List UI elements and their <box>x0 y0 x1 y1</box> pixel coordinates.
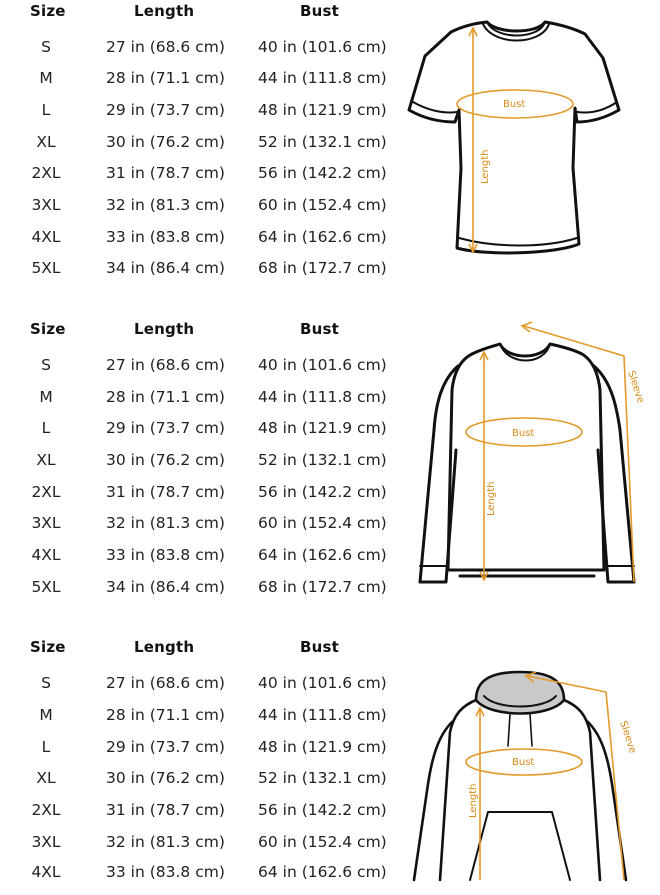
length-cell: 27 in (68.6 cm) <box>106 356 225 374</box>
length-cell: 34 in (86.4 cm) <box>106 578 225 596</box>
size-header: Size <box>30 2 66 20</box>
tshirt-illustration <box>405 18 625 260</box>
length-cell: 29 in (73.7 cm) <box>106 419 225 437</box>
table-row <box>0 356 400 388</box>
size-cell: L <box>41 101 51 119</box>
length-cell: 31 in (78.7 cm) <box>106 483 225 501</box>
length-cell: 33 in (83.8 cm) <box>106 863 225 881</box>
bust-cell: 56 in (142.2 cm) <box>258 483 387 501</box>
bust-cell: 40 in (101.6 cm) <box>258 674 387 692</box>
size-cell: 4XL <box>31 228 61 246</box>
size-cell: 3XL <box>31 514 61 532</box>
length-cell: 33 in (83.8 cm) <box>106 546 225 564</box>
bust-header: Bust <box>300 638 340 656</box>
size-cell: 3XL <box>31 196 61 214</box>
size-cell: 2XL <box>31 164 61 182</box>
length-cell: 30 in (76.2 cm) <box>106 769 225 787</box>
length-cell: 34 in (86.4 cm) <box>106 259 225 277</box>
length-cell: 33 in (83.8 cm) <box>106 228 225 246</box>
size-cell: XL <box>36 769 56 787</box>
hoodie-illustration <box>410 666 646 880</box>
length-measure-label: Length <box>468 783 479 818</box>
size-header: Size <box>30 320 66 338</box>
bust-cell: 60 in (152.4 cm) <box>258 196 387 214</box>
table-row <box>0 38 400 70</box>
table-row <box>0 863 400 895</box>
sleeve-measure-label: Sleeve <box>617 719 638 755</box>
length-cell: 31 in (78.7 cm) <box>106 164 225 182</box>
length-measure-label: Length <box>486 481 497 516</box>
longsleeve-illustration <box>412 320 644 590</box>
size-cell: M <box>39 706 53 724</box>
length-cell: 32 in (81.3 cm) <box>106 833 225 851</box>
length-cell: 31 in (78.7 cm) <box>106 801 225 819</box>
table-row <box>0 674 400 706</box>
length-cell: 32 in (81.3 cm) <box>106 514 225 532</box>
bust-header: Bust <box>300 2 340 20</box>
length-cell: 28 in (71.1 cm) <box>106 388 225 406</box>
size-cell: 2XL <box>31 801 61 819</box>
length-cell: 30 in (76.2 cm) <box>106 133 225 151</box>
bust-cell: 44 in (111.8 cm) <box>258 69 387 87</box>
table-row <box>0 419 400 451</box>
table-row <box>0 514 400 546</box>
length-header: Length <box>134 638 195 656</box>
bust-header: Bust <box>300 320 340 338</box>
bust-cell: 52 in (132.1 cm) <box>258 451 387 469</box>
size-cell: XL <box>36 451 56 469</box>
bust-cell: 64 in (162.6 cm) <box>258 228 387 246</box>
length-measure-label: Length <box>480 149 491 184</box>
length-cell: 29 in (73.7 cm) <box>106 101 225 119</box>
table-row <box>0 133 400 165</box>
sleeve-measure-label: Sleeve <box>625 369 646 405</box>
size-cell: M <box>39 388 53 406</box>
size-cell: S <box>41 38 51 56</box>
size-cell: S <box>41 356 51 374</box>
table-row <box>0 69 400 101</box>
size-cell: L <box>41 738 51 756</box>
length-header: Length <box>134 2 195 20</box>
length-cell: 27 in (68.6 cm) <box>106 674 225 692</box>
table-row <box>0 833 400 865</box>
bust-cell: 40 in (101.6 cm) <box>258 38 387 56</box>
bust-cell: 64 in (162.6 cm) <box>258 546 387 564</box>
bust-cell: 56 in (142.2 cm) <box>258 164 387 182</box>
bust-cell: 48 in (121.9 cm) <box>258 101 387 119</box>
size-cell: M <box>39 69 53 87</box>
length-cell: 28 in (71.1 cm) <box>106 69 225 87</box>
size-cell: 5XL <box>31 259 61 277</box>
size-header: Size <box>30 638 66 656</box>
bust-cell: 64 in (162.6 cm) <box>258 863 387 881</box>
bust-cell: 60 in (152.4 cm) <box>258 514 387 532</box>
table-row <box>0 164 400 196</box>
table-row <box>0 228 400 260</box>
table-row <box>0 706 400 738</box>
length-cell: 29 in (73.7 cm) <box>106 738 225 756</box>
length-cell: 28 in (71.1 cm) <box>106 706 225 724</box>
table-row <box>0 483 400 515</box>
size-cell: 3XL <box>31 833 61 851</box>
length-cell: 27 in (68.6 cm) <box>106 38 225 56</box>
size-cell: L <box>41 419 51 437</box>
bust-cell: 56 in (142.2 cm) <box>258 801 387 819</box>
size-cell: 4XL <box>31 863 61 881</box>
bust-cell: 48 in (121.9 cm) <box>258 738 387 756</box>
length-header: Length <box>134 320 195 338</box>
table-row <box>0 101 400 133</box>
size-cell: XL <box>36 133 56 151</box>
table-row <box>0 259 400 291</box>
bust-measure-label: Bust <box>512 757 535 768</box>
table-row <box>0 196 400 228</box>
bust-measure-label: Bust <box>503 99 526 110</box>
bust-cell: 44 in (111.8 cm) <box>258 706 387 724</box>
size-cell: 4XL <box>31 546 61 564</box>
table-row <box>0 451 400 483</box>
bust-cell: 52 in (132.1 cm) <box>258 769 387 787</box>
table-row <box>0 578 400 610</box>
bust-cell: 68 in (172.7 cm) <box>258 259 387 277</box>
size-cell: 5XL <box>31 578 61 596</box>
table-row <box>0 738 400 770</box>
size-cell: S <box>41 674 51 692</box>
table-row <box>0 546 400 578</box>
table-row <box>0 388 400 420</box>
bust-cell: 68 in (172.7 cm) <box>258 578 387 596</box>
bust-cell: 48 in (121.9 cm) <box>258 419 387 437</box>
length-cell: 32 in (81.3 cm) <box>106 196 225 214</box>
bust-cell: 52 in (132.1 cm) <box>258 133 387 151</box>
table-row <box>0 801 400 833</box>
bust-cell: 40 in (101.6 cm) <box>258 356 387 374</box>
bust-cell: 44 in (111.8 cm) <box>258 388 387 406</box>
bust-measure-label: Bust <box>512 428 535 439</box>
table-row <box>0 769 400 801</box>
length-cell: 30 in (76.2 cm) <box>106 451 225 469</box>
bust-cell: 60 in (152.4 cm) <box>258 833 387 851</box>
size-cell: 2XL <box>31 483 61 501</box>
